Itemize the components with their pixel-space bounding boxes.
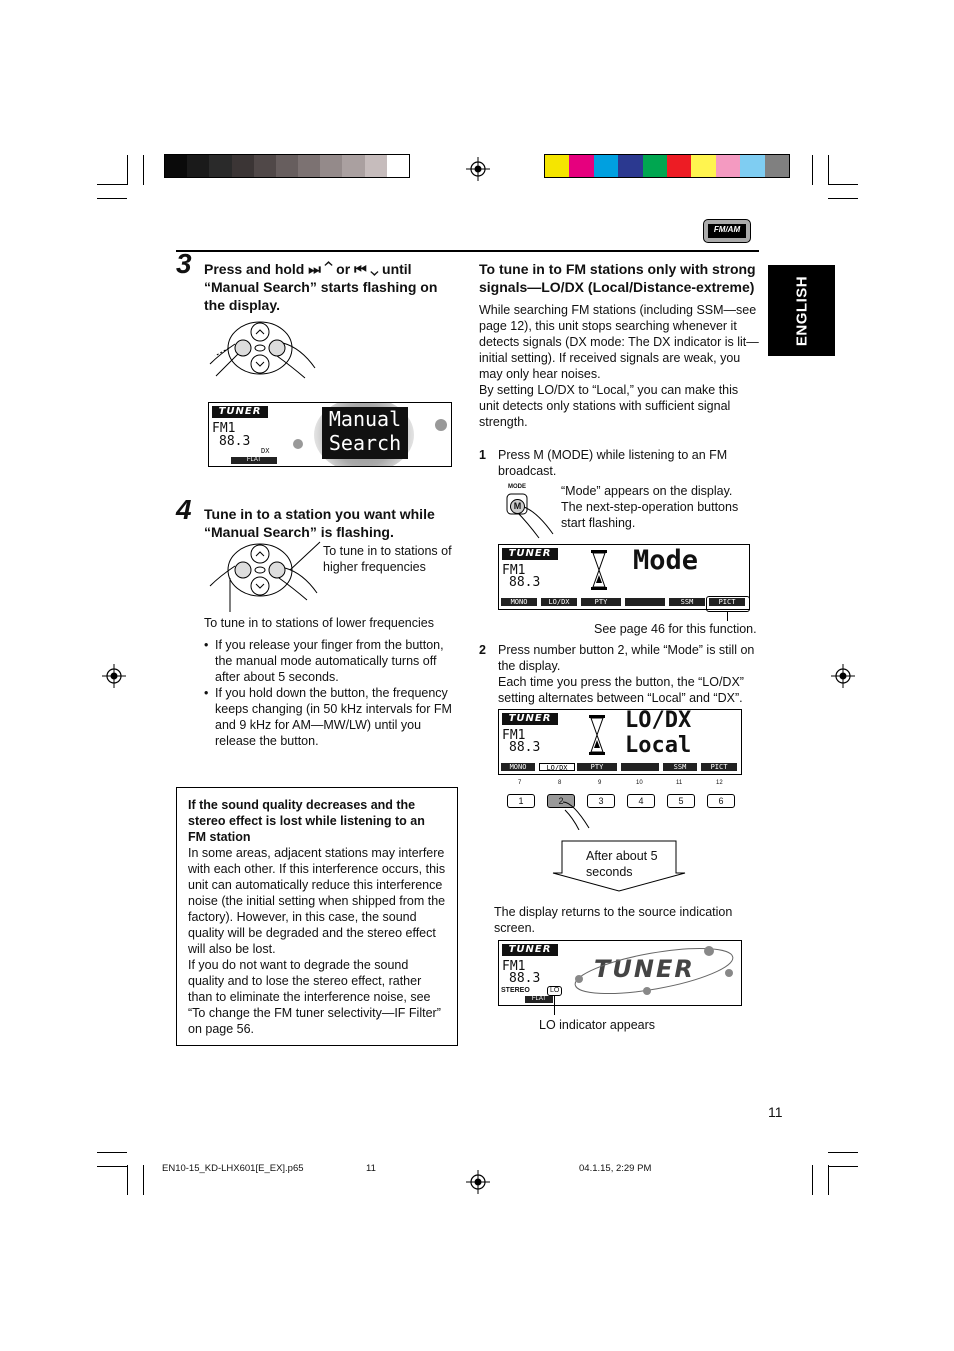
mode-note: “Mode” appears on the display. The next-step-operation buttons start flashing. xyxy=(561,484,739,530)
number-button-3[interactable]: 3 xyxy=(587,794,615,808)
manual-search-display xyxy=(208,402,452,467)
num-label-9: 9 xyxy=(598,780,602,786)
softkey-ssm: SSM xyxy=(663,763,697,771)
number-button-2[interactable]: 2 xyxy=(547,794,575,808)
lodx-step-2-number: 2 xyxy=(479,643,486,657)
lodx-intro-2: By setting LO/DX to “Local,” you can make this unit detects only stations with sufficient signal strength. xyxy=(479,383,739,429)
flat-indicator: FLAT xyxy=(231,457,277,464)
number-button-5[interactable]: 5 xyxy=(667,794,695,808)
band-label: FM1 xyxy=(502,959,526,974)
tuner-big-logo: TUNER xyxy=(594,955,695,983)
color-swatch xyxy=(569,155,593,177)
color-swatch xyxy=(594,155,618,177)
step-4-number: 4 xyxy=(176,494,192,525)
orbit-decoration-icon xyxy=(559,943,739,1003)
see-page-46: See page 46 for this function. xyxy=(594,622,757,636)
mode-label: MODE xyxy=(508,484,526,490)
tuner-logo: TUNER xyxy=(502,944,558,956)
color-swatch xyxy=(342,155,364,177)
color-swatch xyxy=(387,155,409,177)
page-number: 11 xyxy=(768,1104,783,1120)
color-swatch xyxy=(618,155,642,177)
lodx-step-2-line-2: Each time you press the button, the “LO/DX” setting alternates between “Local” and “DX”. xyxy=(498,675,744,705)
lodx-step-1-number: 1 xyxy=(479,448,486,462)
lodx-big-text xyxy=(625,709,691,758)
callout-higher: To tune in to stations of higher frequencies xyxy=(323,544,452,574)
stereo-indicator: STEREO xyxy=(501,987,530,994)
number-button-4[interactable]: 4 xyxy=(627,794,655,808)
fm-am-label: FM/AM xyxy=(708,224,746,238)
softkey-blank xyxy=(625,598,665,606)
softkey-pict: PICT xyxy=(701,763,737,771)
softkey-mono: MONO xyxy=(501,763,535,771)
manual-text: Manual xyxy=(328,407,402,431)
softkey-pty: PTY xyxy=(577,763,617,771)
search-text: Search xyxy=(328,431,402,455)
top-rule xyxy=(176,250,759,252)
control-pad-tune-illustration xyxy=(205,540,325,612)
color-swatch xyxy=(276,155,298,177)
color-swatch xyxy=(165,155,187,177)
fm-am-icon xyxy=(703,219,751,243)
orb-right-icon xyxy=(435,419,447,431)
lodx-intro-1: While searching FM stations (including SSM—see page 12), this unit stops searching whenever it detects signals (DX mode: The DX indicator is lit—initial setting). If received signals are weak, you may only hear noises. xyxy=(479,303,759,381)
note-title: If the sound quality decreases and the stereo effect is lost while listening to an FM station xyxy=(188,798,425,844)
language-tab-label: ENGLISH xyxy=(793,275,810,346)
softkey-pict: PICT xyxy=(709,598,745,606)
color-swatch xyxy=(320,155,342,177)
note-body-2: If you do not want to degrade the sound quality and to lose the stereo effect, rather than to eliminate the interference noise, see “To change the FM tuner selectivity—IF Filter” on page 56. xyxy=(188,958,441,1036)
local-line: Local xyxy=(625,733,692,758)
lodx-step-2-line-1: Press number button 2, while “Mode” is still on the display. xyxy=(498,643,755,673)
lo-indicator-line xyxy=(554,995,555,1015)
band-label: FM1 xyxy=(212,421,236,436)
note-box xyxy=(176,787,458,1046)
returns-text: The display returns to the source indication screen. xyxy=(494,905,733,935)
softkey-mono: MONO xyxy=(501,598,537,606)
registration-mark-bottom-icon xyxy=(466,1170,490,1194)
number-button-1[interactable]: 1 xyxy=(507,794,535,808)
lo-indicator-caption: LO indicator appears xyxy=(539,1018,656,1032)
band-label: FM1 xyxy=(502,728,526,743)
tuner-logo: TUNER xyxy=(212,406,268,418)
lodx-line: LO/DX xyxy=(625,709,692,733)
pict-callout-box xyxy=(706,596,750,612)
registration-mark-top-icon xyxy=(466,157,490,181)
softkey-lodx: LO/DX xyxy=(541,598,577,606)
registration-mark-left-icon xyxy=(102,664,126,688)
manual-search-text xyxy=(322,407,408,459)
color-swatch xyxy=(298,155,320,177)
lodx-step-1-text: Press M (MODE) while listening to an FM broadcast. xyxy=(498,448,728,478)
lodx-heading: To tune in to FM stations only with strong signals—LO/DX (Local/Distance-extreme) xyxy=(479,261,756,295)
step-4-heading: Tune in to a station you want while “Manual Search” is flashing. xyxy=(204,506,435,540)
color-swatch xyxy=(765,155,789,177)
control-pad-press-illustration xyxy=(205,318,320,380)
tuner-logo: TUNER xyxy=(502,713,558,725)
color-swatch xyxy=(740,155,764,177)
freq-label: 88.3 xyxy=(509,575,541,590)
hourglass-icon xyxy=(591,550,607,590)
color-swatch xyxy=(667,155,691,177)
freq-label: 88.3 xyxy=(509,740,541,755)
pict-callout-line xyxy=(727,611,728,621)
lodx-step-2-text xyxy=(498,642,760,706)
number-button-6[interactable]: 6 xyxy=(707,794,735,808)
num-label-12: 12 xyxy=(716,780,723,786)
softkey-ssm: SSM xyxy=(669,598,705,606)
footer-file: EN10-15_KD-LHX601[E_EX].p65 xyxy=(162,1163,304,1174)
num-label-11: 11 xyxy=(676,780,683,786)
lodx-intro xyxy=(479,302,759,430)
language-tab xyxy=(768,265,835,356)
bullet-release: • If you release your finger from the button, the manual mode automatically turns off after about 5 seconds. xyxy=(204,637,456,685)
footer-date: 04.1.15, 2:29 PM xyxy=(579,1163,652,1174)
color-bars xyxy=(544,154,790,178)
m-key: M xyxy=(510,499,525,514)
note-body: In some areas, adjacent stations may interfere with each other. If this interference occurs, this unit can automatically reduce this interference noise (the initial setting when shipped from the factory). However, in this case, the sound quality will be degraded and the stereo effect will also be lost. xyxy=(188,846,446,956)
step-4-bullets xyxy=(204,637,456,749)
band-label: FM1 xyxy=(502,563,526,578)
softkey-lodx: LO/DX xyxy=(539,763,575,771)
color-swatch xyxy=(365,155,387,177)
freq-label: 88.3 xyxy=(219,434,251,449)
lo-indicator: LO xyxy=(547,986,562,996)
color-swatch xyxy=(716,155,740,177)
gray-color-bars xyxy=(164,154,410,178)
step-3-number: 3 xyxy=(176,248,192,279)
source-display xyxy=(498,940,742,1006)
footer-page: 11 xyxy=(366,1163,376,1174)
number-buttons xyxy=(505,780,745,830)
step-3-heading: Press and hold ⏭ ⌃ or ⏮ ⌄ until “Manual Search” starts flashing on the display. xyxy=(204,261,438,313)
orb-left-icon xyxy=(293,439,303,449)
softkey-blank xyxy=(621,763,659,771)
softkey-pty: PTY xyxy=(581,598,621,606)
registration-mark-right-icon xyxy=(831,664,855,688)
flat-indicator: FLAT xyxy=(525,996,553,1003)
color-swatch xyxy=(691,155,715,177)
num-label-7: 7 xyxy=(518,780,522,786)
color-swatch xyxy=(545,155,569,177)
after-5-seconds: After about 5 seconds xyxy=(586,849,658,879)
num-label-8: 8 xyxy=(558,780,562,786)
dx-indicator: DX xyxy=(261,447,270,455)
callout-lower: To tune in to stations of lower frequencies xyxy=(204,616,434,630)
hourglass-icon xyxy=(589,715,605,755)
mode-big-text: Mode xyxy=(633,545,699,576)
color-swatch xyxy=(187,155,209,177)
color-swatch xyxy=(232,155,254,177)
lodx-local-display xyxy=(498,709,742,775)
tuner-logo: TUNER xyxy=(502,548,558,560)
color-swatch xyxy=(643,155,667,177)
bullet-hold: • If you hold down the button, the frequency keeps changing (in 50 kHz intervals for FM and 9 kHz for AM—MW/LW) until you release the button. xyxy=(204,685,456,749)
freq-label: 88.3 xyxy=(509,971,541,986)
color-swatch xyxy=(209,155,231,177)
num-label-10: 10 xyxy=(636,780,643,786)
color-swatch xyxy=(254,155,276,177)
finger-press-icon xyxy=(561,800,591,830)
lodx-softkeys xyxy=(499,763,741,772)
